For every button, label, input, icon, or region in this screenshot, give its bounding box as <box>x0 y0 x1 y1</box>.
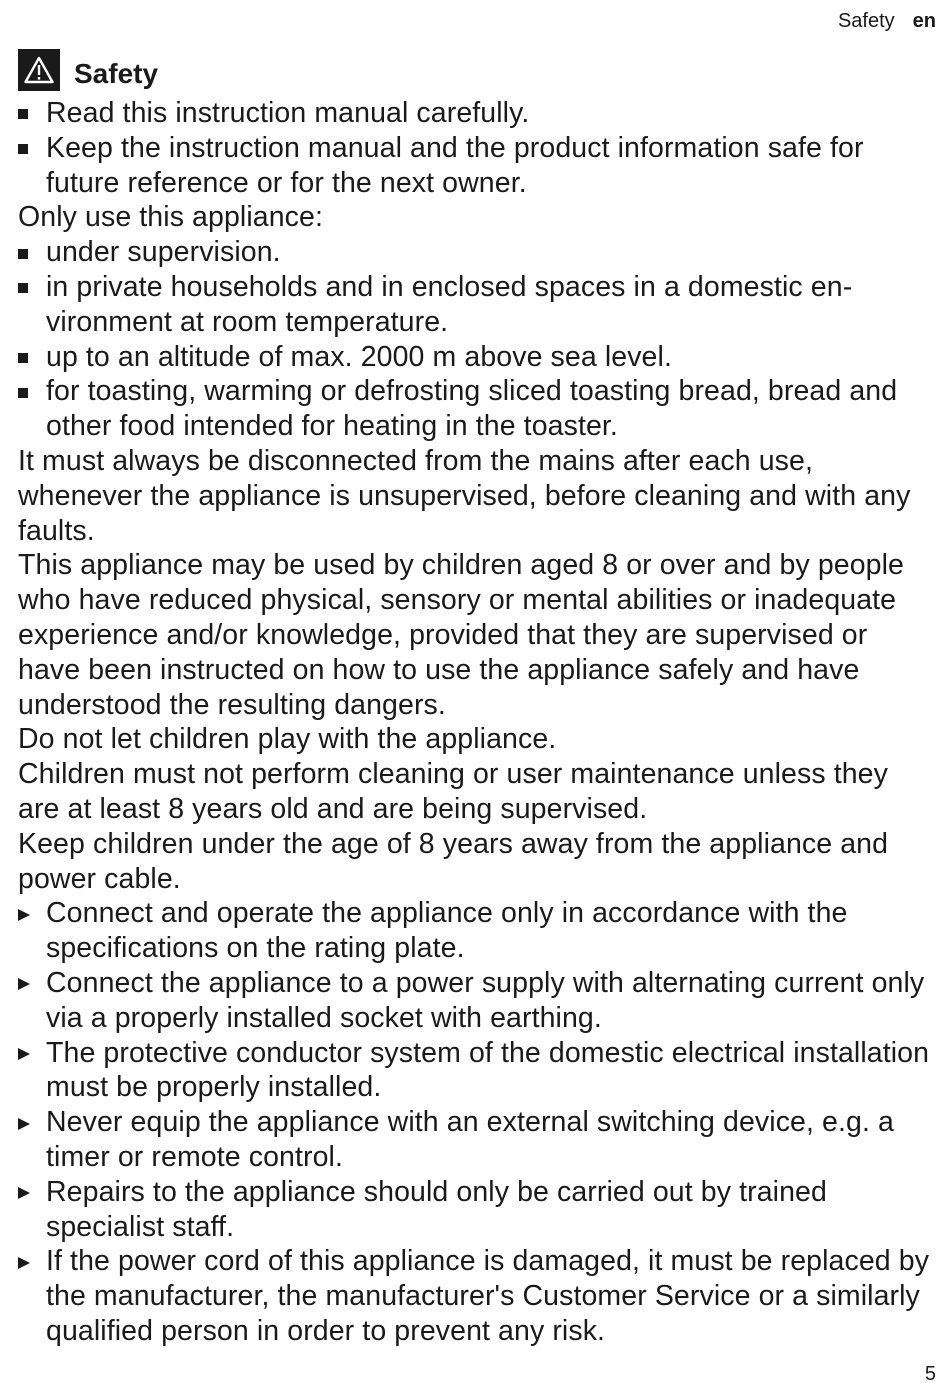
page-title: Safety <box>74 58 159 89</box>
block-text: Repairs to the appliance should only be carried out by trained specialist staff. <box>46 1175 827 1243</box>
instruction-item <box>18 1244 936 1348</box>
bullet-item <box>18 96 936 131</box>
page-number: 5 <box>924 1363 936 1385</box>
bullet-item <box>18 235 936 270</box>
block-text: Connect the appliance to a power supply with alternating current only via a properly installed socket with earthing. <box>46 966 925 1034</box>
bullet-item <box>18 131 936 201</box>
block-text: under supervision. <box>46 236 281 269</box>
block-text: It must always be disconnected from the mains after each use, whenever the appliance is unsupervised, before cleaning and with any faults. <box>18 444 911 547</box>
block-text: The protective conductor system of the domestic electrical installation must be properly installed. <box>46 1036 930 1104</box>
paragraph <box>18 200 936 235</box>
triangle-bullet-icon <box>18 896 38 931</box>
triangle-bullet-icon <box>18 966 38 1001</box>
triangle-bullet-icon <box>18 1036 38 1071</box>
block-text: Connect and operate the appliance only in accordance with the specifications on the rating plate. <box>46 897 848 965</box>
instruction-item <box>18 1036 936 1106</box>
block-text: in private households and in enclosed spaces in a domestic environment at room temperature. <box>46 270 853 338</box>
instruction-item <box>18 1175 936 1245</box>
bullet-item <box>18 340 936 375</box>
block-text: Keep the instruction manual and the product information safe for future reference or for the next owner. <box>46 131 864 199</box>
warning-triangle-icon <box>18 49 60 91</box>
block-text: Never equip the appliance with an external switching device, e.g. a timer or remote control. <box>46 1106 894 1173</box>
bullet-item <box>18 270 936 340</box>
block-text: Only use this appliance: <box>18 201 323 234</box>
page-header <box>838 9 936 33</box>
paragraph <box>18 444 936 548</box>
square-bullet-icon <box>18 340 38 375</box>
instruction-item <box>18 1105 936 1175</box>
paragraph <box>18 757 936 827</box>
block-text: If the power cord of this appliance is damaged, it must be replaced by the manufacturer, the manufacturer's Customer Service or a similarly qualified person in order to prevent any risk. <box>46 1245 930 1347</box>
triangle-bullet-icon <box>18 1244 38 1279</box>
page-content <box>18 48 936 1349</box>
square-bullet-icon <box>18 96 38 131</box>
square-bullet-icon <box>18 131 38 166</box>
block-text: for toasting, warming or defrosting sliced toasting bread, bread and other food intended for heating in the toaster. <box>46 375 898 443</box>
safety-text-body <box>18 96 936 1349</box>
header-section-label: Safety <box>837 10 895 32</box>
triangle-bullet-icon <box>18 1105 38 1140</box>
triangle-bullet-icon <box>18 1175 38 1210</box>
square-bullet-icon <box>18 235 38 270</box>
header-language-label: en <box>912 10 936 32</box>
paragraph <box>18 827 936 897</box>
paragraph <box>18 548 936 722</box>
instruction-item <box>18 896 936 966</box>
paragraph <box>18 722 936 757</box>
block-text: Keep children under the age of 8 years away from the appliance and power cable. <box>18 827 889 895</box>
bullet-item <box>18 374 936 444</box>
instruction-item <box>18 966 936 1036</box>
square-bullet-icon <box>18 374 38 409</box>
block-text: up to an altitude of max. 2000 m above sea level. <box>46 340 672 373</box>
block-text: Children must not perform cleaning or user maintenance unless they are at least 8 years old and are being supervised. <box>18 758 888 825</box>
square-bullet-icon <box>18 270 38 305</box>
block-text: This appliance may be used by children aged 8 or over and by people who have reduced physical, sensory or mental abilities or inadequate experience and/or knowledge, provided that they are supervised or have been instructed on how to use the appliance safely and have understood the resulting dangers. <box>18 549 905 721</box>
section-heading <box>18 48 936 92</box>
block-text: Read this instruction manual carefully. <box>46 97 530 129</box>
block-text: Do not let children play with the appliance. <box>18 723 557 756</box>
